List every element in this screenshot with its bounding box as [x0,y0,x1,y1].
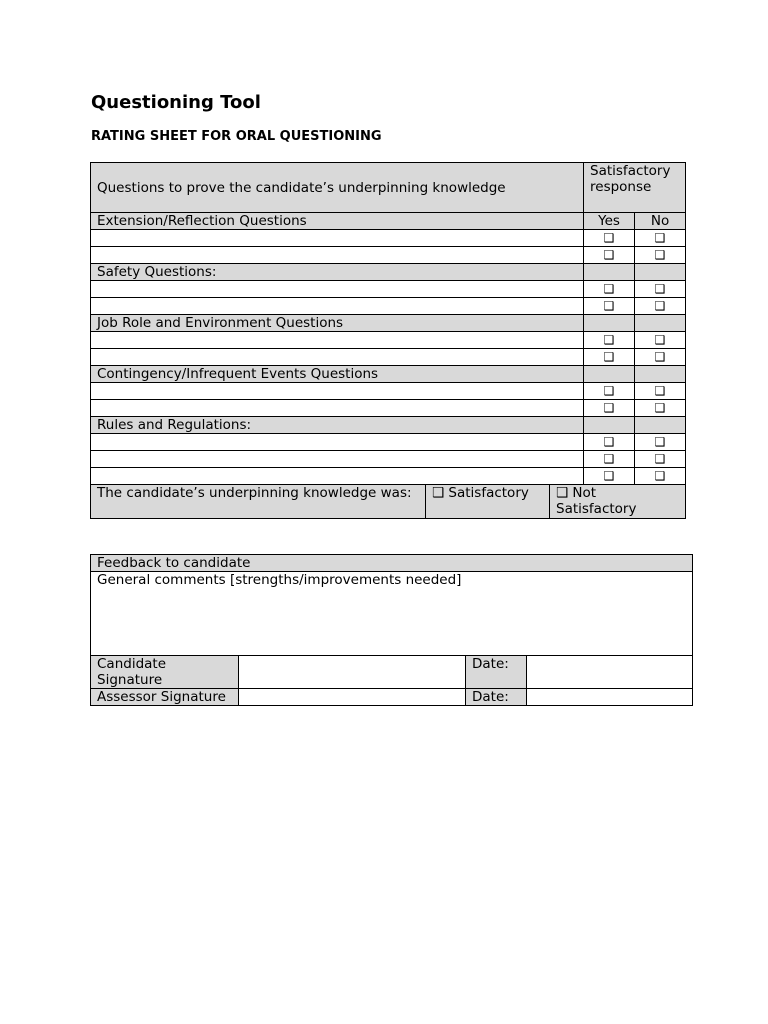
section-yes-blank [584,315,635,332]
assessor-signature-row [91,689,693,706]
questions-header: Questions to prove the candidate’s underpinning knowledge [91,163,584,213]
assessor-signature-field[interactable] [239,689,466,706]
section-no-blank [635,417,686,434]
no-header: No [635,213,686,230]
candidate-signature-label: Candidate Signature [91,656,239,689]
section-title: Rules and Regulations: [91,417,584,434]
section-title: Job Role and Environment Questions [91,315,584,332]
yes-header: Yes [584,213,635,230]
satisfactory-response-header: Satisfactory response [584,163,686,213]
no-checkbox[interactable]: ❑ [635,383,686,400]
no-checkbox[interactable]: ❑ [635,468,686,485]
yes-checkbox[interactable]: ❑ [584,468,635,485]
no-checkbox[interactable]: ❑ [635,332,686,349]
yes-checkbox[interactable]: ❑ [584,349,635,366]
candidate-signature-row [91,656,693,689]
rating-table [90,162,686,519]
yes-checkbox[interactable]: ❑ [584,281,635,298]
question-field[interactable] [91,468,584,485]
question-row [91,230,686,247]
section-yes-blank [584,417,635,434]
section-row [91,417,686,434]
yes-checkbox[interactable]: ❑ [584,298,635,315]
yes-checkbox[interactable]: ❑ [584,451,635,468]
section-row [91,213,686,230]
question-row [91,383,686,400]
assessor-date-field[interactable] [527,689,693,706]
no-checkbox[interactable]: ❑ [635,434,686,451]
general-comments-label: General comments [strengths/improvements needed] [97,572,462,588]
question-field[interactable] [91,298,584,315]
section-row [91,366,686,383]
question-row [91,451,686,468]
no-checkbox[interactable]: ❑ [635,400,686,417]
section-yes-blank [584,366,635,383]
question-field[interactable] [91,332,584,349]
page-title: Questioning Tool [91,92,261,113]
feedback-header-row [91,555,693,572]
general-comments-row [91,572,693,656]
general-comments-field[interactable] [91,572,693,656]
no-checkbox[interactable]: ❑ [635,247,686,264]
section-row [91,264,686,281]
question-row [91,349,686,366]
question-field[interactable] [91,281,584,298]
candidate-date-label: Date: [466,656,527,689]
rating-header-row [91,163,686,213]
outcome-label: The candidate’s underpinning knowledge was: [91,485,426,519]
question-row [91,434,686,451]
yes-checkbox[interactable]: ❑ [584,230,635,247]
feedback-header: Feedback to candidate [91,555,693,572]
question-row [91,332,686,349]
yes-checkbox[interactable]: ❑ [584,400,635,417]
outcome-not-satisfactory-checkbox[interactable]: ❑ Not Satisfactory [550,485,686,519]
question-row [91,298,686,315]
sheet-title: RATING SHEET FOR ORAL QUESTIONING [91,129,382,144]
no-checkbox[interactable]: ❑ [635,349,686,366]
section-title: Extension/Reflection Questions [91,213,584,230]
outcome-satisfactory-checkbox[interactable]: ❑ Satisfactory [426,485,550,519]
question-field[interactable] [91,434,584,451]
section-title: Safety Questions: [91,264,584,281]
section-no-blank [635,366,686,383]
question-field[interactable] [91,230,584,247]
question-row [91,247,686,264]
assessor-signature-label: Assessor Signature [91,689,239,706]
question-field[interactable] [91,451,584,468]
yes-checkbox[interactable]: ❑ [584,332,635,349]
section-yes-blank [584,264,635,281]
feedback-table [90,554,693,706]
question-row [91,400,686,417]
question-row [91,468,686,485]
candidate-date-field[interactable] [527,656,693,689]
section-row [91,315,686,332]
outcome-row [91,485,686,519]
candidate-signature-field[interactable] [239,656,466,689]
section-no-blank [635,264,686,281]
question-field[interactable] [91,383,584,400]
no-checkbox[interactable]: ❑ [635,451,686,468]
section-title: Contingency/Infrequent Events Questions [91,366,584,383]
assessor-date-label: Date: [466,689,527,706]
question-field[interactable] [91,400,584,417]
question-field[interactable] [91,247,584,264]
yes-checkbox[interactable]: ❑ [584,383,635,400]
no-checkbox[interactable]: ❑ [635,281,686,298]
yes-checkbox[interactable]: ❑ [584,434,635,451]
no-checkbox[interactable]: ❑ [635,298,686,315]
question-field[interactable] [91,349,584,366]
section-no-blank [635,315,686,332]
yes-checkbox[interactable]: ❑ [584,247,635,264]
question-row [91,281,686,298]
no-checkbox[interactable]: ❑ [635,230,686,247]
